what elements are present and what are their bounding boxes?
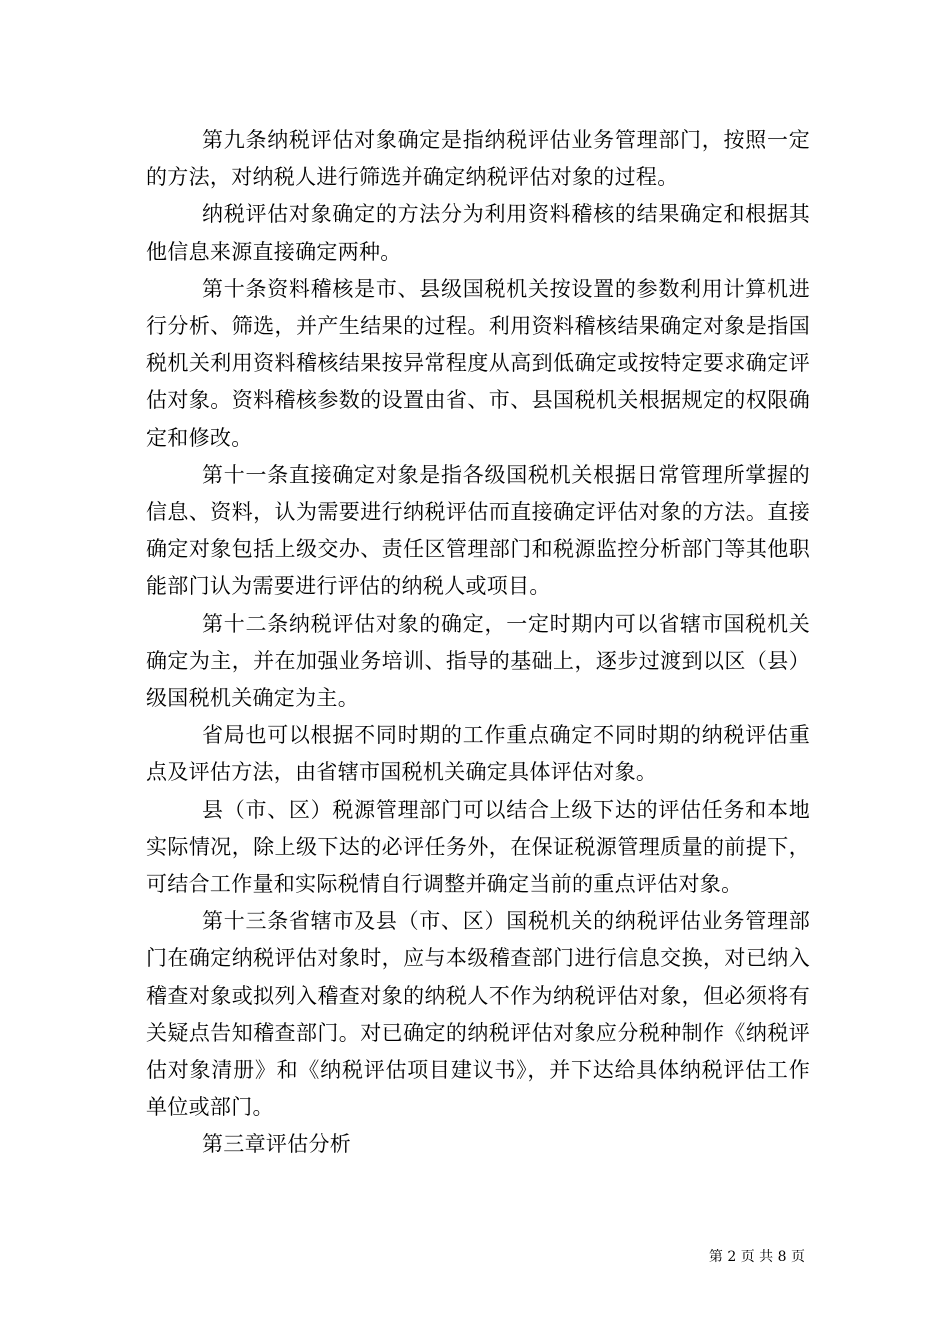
page-number-footer: 第 2 页 共 8 页	[708, 1249, 805, 1265]
chapter-heading: 第三章评估分析	[202, 1132, 352, 1157]
document-body	[146, 122, 810, 1164]
paragraph: 县（市、区）税源管理部门可以结合上级下达的评估任务和本地实际情况，除上级下达的必评任务外，在保证税源管理质量的前提下，可结合工作量和实际税情自行调整并确定当前的重点评估对象。	[146, 797, 810, 897]
paragraph: 第十条资料稽核是市、县级国税机关按设置的参数利用计算机进行分析、筛选，并产生结果的过程。利用资料稽核结果确定对象是指国税机关利用资料稽核结果按异常程度从高到低确定或按特定要求确定评估对象。资料稽核参数的设置由省、市、县国税机关根据规定的权限确定和修改。	[146, 276, 810, 450]
paragraph: 省局也可以根据不同时期的工作重点确定不同时期的纳税评估重点及评估方法，由省辖市国税机关确定具体评估对象。	[146, 723, 810, 785]
paragraph: 第九条纳税评估对象确定是指纳税评估业务管理部门，按照一定的方法，对纳税人进行筛选并确定纳税评估对象的过程。	[146, 128, 810, 190]
paragraph: 第十二条纳税评估对象的确定，一定时期内可以省辖市国税机关确定为主，并在加强业务培训、指导的基础上，逐步过渡到以区（县）级国税机关确定为主。	[146, 611, 810, 711]
paragraph: 纳税评估对象确定的方法分为利用资料稽核的结果确定和根据其他信息来源直接确定两种。	[146, 202, 810, 264]
paragraph: 第十一条直接确定对象是指各级国税机关根据日常管理所掌握的信息、资料，认为需要进行纳税评估而直接确定评估对象的方法。直接确定对象包括上级交办、责任区管理部门和税源监控分析部门等其他职能部门认为需要进行评估的纳税人或项目。	[146, 462, 810, 599]
paragraph: 第十三条省辖市及县（市、区）国税机关的纳税评估业务管理部门在确定纳税评估对象时，应与本级稽查部门进行信息交换，对已纳入稽查对象或拟列入稽查对象的纳税人不作为纳税评估对象，但必须将有关疑点告知稽查部门。对已确定的纳税评估对象应分税种制作《纳税评估对象清册》和《纳税评估项目建议书》，并下达给具体纳税评估工作单位或部门。	[146, 909, 810, 1120]
